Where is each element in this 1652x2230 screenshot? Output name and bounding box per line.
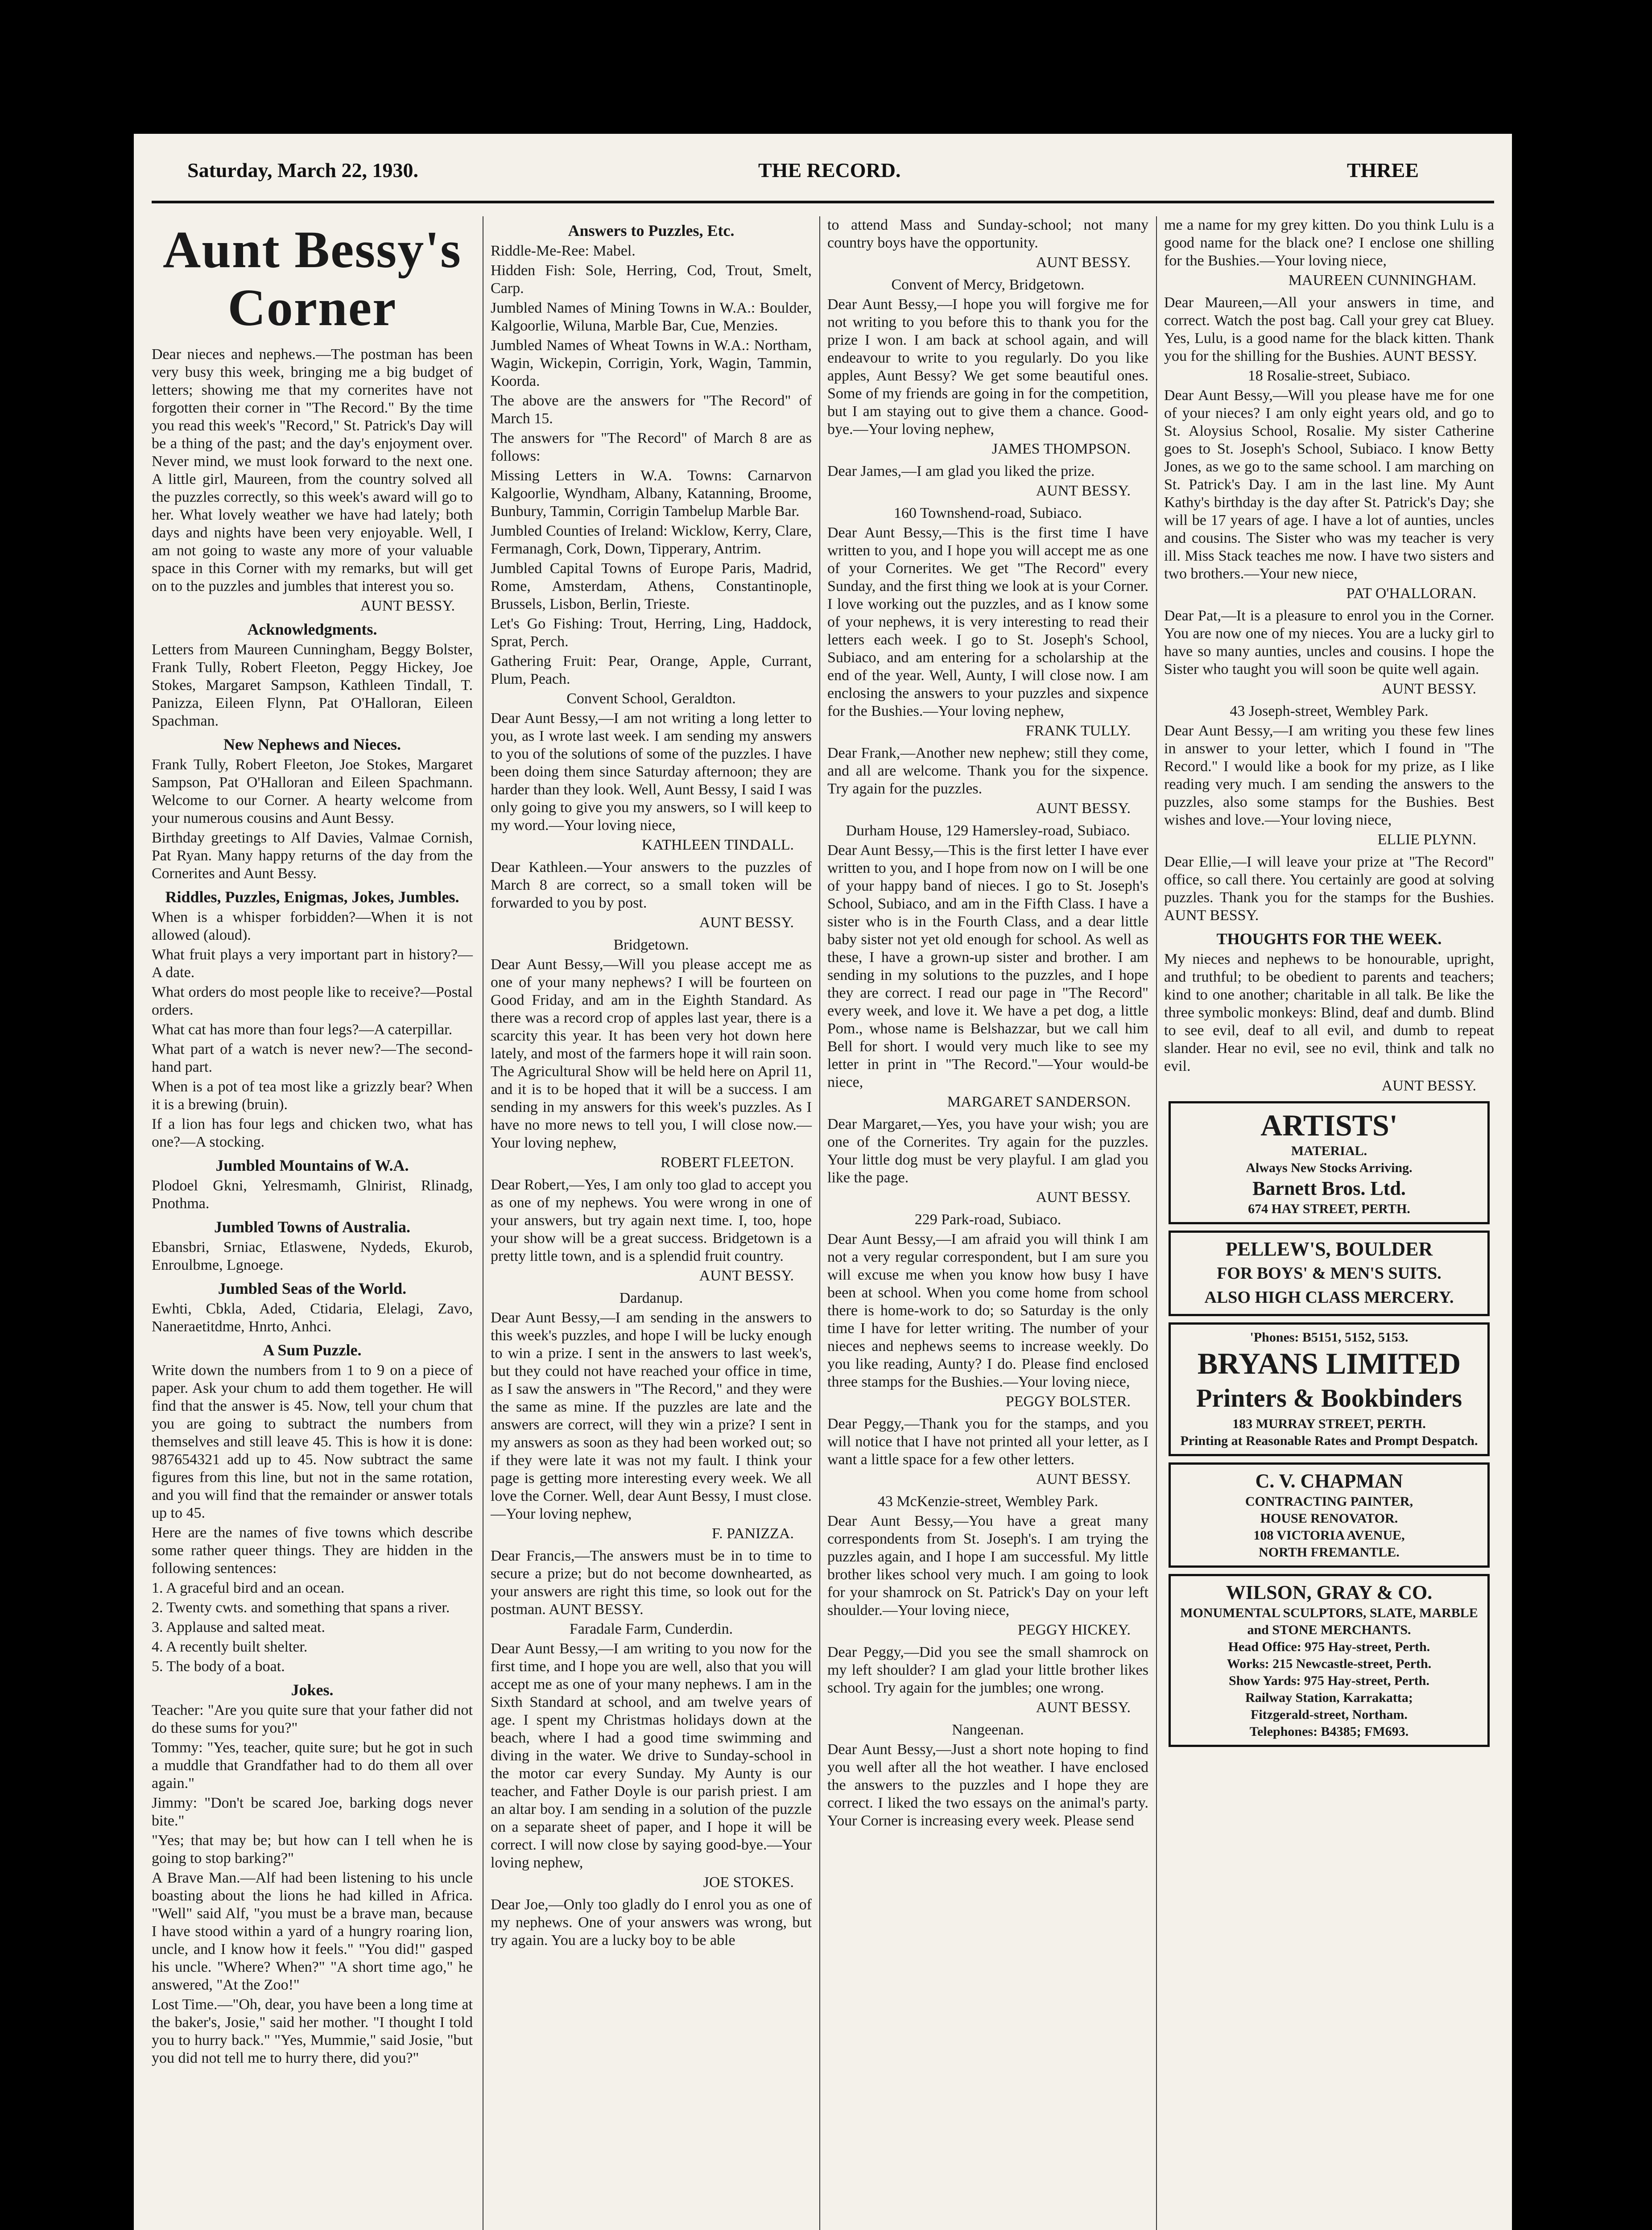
signature: ELLIE PLYNN. [1377, 831, 1476, 848]
ad-subtitle: Printers & Bookbinders [1196, 1383, 1462, 1412]
paragraph: Dear nieces and nephews.—The postman has been very busy this week, bringing me a big budget of letters; showing me that my cornerites have not forgotten their corner in "The Record." By the time you read this week's "Record," St. Patrick's Day will be a thing of the past; and the day's enjoyment over. Never mind, we must look forward to the next one. A little girl, Maureen, from the country solved all the puzzles correctly, so this week's award will go to her. What lovely weather we have had lately; both days and nights have been very enjoyable. Well, I am not going to waste any more of your valuable space in this Corner with my remarks, but will get on to the puzzles and jumbles that interest you so. [152, 346, 473, 595]
paragraph: Dear Joe,—Only too gladly do I enrol you as one of my nephews. One of your answers was wrong, but try again. You are a lucky boy to be able [491, 1896, 812, 1949]
letter-address: 229 Park-road, Subiaco. [914, 1211, 1061, 1228]
paragraph: Plodoel Gkni, Yelresmamh, Glnirist, Rlinadg, Pnothma. [152, 1177, 473, 1212]
paragraph: Letters from Maureen Cunningham, Beggy Bolster, Frank Tully, Robert Fleeton, Peggy Hickey, Joe Stokes, Margaret Sampson, Kathleen Tindall, T. Panizza, Eileen Flynn, Pat O'Halloran, Eileen Spachman. [152, 641, 473, 729]
ad-line: HOUSE RENOVATOR. [1260, 1511, 1398, 1526]
ad-line: 183 MURRAY STREET, PERTH. [1232, 1416, 1426, 1431]
ad-title: WILSON, GRAY & CO. [1226, 1582, 1433, 1603]
paragraph: Frank Tully, Robert Fleeton, Joe Stokes, Margaret Sampson, Pat O'Halloran and Eileen Spachmann. Welcome to our Corner. A hearty welcome from your numerous cousins and Aunt Bessy. [152, 756, 473, 826]
ad-line: Railway Station, Karrakatta; [1245, 1690, 1413, 1705]
section-heading: Jumbled Towns of Australia. [214, 1218, 411, 1236]
paragraph: Jumbled Counties of Ireland: Wicklow, Kerry, Clare, Fermanagh, Cork, Down, Tipperary, Antrim. [491, 523, 812, 557]
signature: AUNT BESSY. [1036, 483, 1131, 499]
paragraph: Dear Aunt Bessy,—I am writing to you now for the first time, and I hope you are well, also that you will accept me as one of your many nephews. I am in the Sixth Standard at school, and am twelve years of age. I spent my Christmas holidays down at the beach, where I had a good time swimming and diving in the water. We drive to Sunday-school in the motor car every Sunday. My Aunty is our teacher, and Father Doyle is our parish priest. I am an altar boy. I am sending in a solution of the puzzle on a separate sheet of paper, and I hope it will be correct. I will now close by saying good-bye.—Your loving nephew, [491, 1640, 812, 1871]
ad-line: Printing at Reasonable Rates and Prompt Despatch. [1180, 1433, 1478, 1448]
ad-line: Show Yards: 975 Hay-street, Perth. [1229, 1673, 1429, 1688]
paragraph: Tommy: "Yes, teacher, quite sure; but he got in such a muddle that Grandfather had to do them all over again." [152, 1739, 473, 1792]
paragraph: Dear Francis,—The answers must be in to time to secure a prize; but do not become downhearted, as your answers are right this time, so look out for the postman. AUNT BESSY. [491, 1548, 812, 1618]
ad-line: Telephones: B4385; FM693. [1249, 1724, 1409, 1739]
paragraph: Dear Aunt Bessy,—This is the first time I have written to you, and I hope you will accept me as one of your Cornerites. We get "The Record" every Sunday, and the first thing we look at is your Corner. I love working out the puzzles, and as I know some of your nephews, it is very interesting to read their letters each week. I go to St. Joseph's School, Subiaco, and am entering for a scholarship at the end of the year. Well, Aunty, I will close now. I am enclosing the answers to your puzzles and sixpence for the Bushies.—Your loving nephew, [827, 524, 1148, 719]
paragraph: The answers for "The Record" of March 8 are as follows: [491, 430, 812, 464]
newspaper-page [134, 134, 1512, 2230]
section-heading: Jumbled Mountains of W.A. [215, 1156, 409, 1174]
letter-address: Faradale Farm, Cunderdin. [569, 1621, 733, 1637]
signature: AUNT BESSY. [699, 1268, 794, 1284]
paragraph: Let's Go Fishing: Trout, Herring, Ling, Haddock, Sprat, Perch. [491, 615, 812, 650]
paragraph: Write down the numbers from 1 to 9 on a piece of paper. Ask your chum to add them together. He will find that the answer is 45. Now, tell your chum that you are going to subtract the numbers from themselves and still leave 45. This is how it is done: 987654321 add up to 45. Now subtract the same figures from this line, but not in the same rotation, and you will find that the remainder or answer totals up to 45. [152, 1362, 473, 1521]
ad-line: 108 VICTORIA AVENUE, [1253, 1528, 1405, 1543]
paragraph: Dear Aunt Bessy,—I hope you will forgive me for not writing to you before this to thank you for the prize I won. I am back at school again, and will endeavour to write to you regularly. Do you like apples, Aunt Bessy? We get some beautiful ones. Some of my friends are going in for the competition, but I am staying out to give them a chance. Good-bye.—Your loving nephew, [827, 296, 1148, 438]
paragraph: Teacher: "Are you quite sure that your father did not do these sums for you?" [152, 1702, 473, 1736]
column-1 [152, 216, 473, 2069]
paragraph: Dear Aunt Bessy,—This is the first letter I have ever written to you, and I hope from now on I will be one of your happy band of nieces. I go to St. Joseph's School, Subiaco, and am in the Fifth Class. I have a sister who is in the Fourth Class, and a dear little baby sister not yet old enough for school. As well as these, I have a grown-up sister and brother. I am sending in my solutions to the puzzles, and I hope they are correct. I read our page in "The Record" every week, and love it. We have a pet dog, a little Pom., whose name is Belshazzar, but we call him Bell for short. I would very much like to see my letter in print in "The Record."—Your would-be niece, [827, 842, 1148, 1090]
paragraph: A Brave Man.—Alf had been listening to his uncle boasting about the lions he had killed in Africa. "Well" said Alf, "you must be a brave man, because I have stood within a yard of a hungry roaring lion, uncle, and I know how it feels." "You did!" gasped his uncle. "Where? When?" "A short time ago," he answered, "At the Zoo!" [152, 1870, 473, 1993]
ad-line: Works: 215 Newcastle-street, Perth. [1227, 1656, 1432, 1671]
paragraph: Dear Aunt Bessy,—I am not writing a long letter to you, as I wrote last week. I am sending my answers to you of the solutions of some of the puzzles. I have been doing them since Saturday afternoon; they are harder than they look. Well, Aunt Bessy, I said I was only going to give you my answers, so I will keep to my word.—Your loving niece, [491, 710, 812, 834]
column-3-body [827, 216, 1148, 1830]
paragraph: When is a pot of tea most like a grizzly bear? When it is a brewing (bruin). [152, 1078, 473, 1113]
paragraph: Birthday greetings to Alf Davies, Valmae Cornish, Pat Ryan. Many happy returns of the day from the Cornerites and Aunt Bessy. [152, 830, 473, 882]
letter-address: 18 Rosalie-street, Subiaco. [1247, 368, 1411, 384]
signature: AUNT BESSY. [1036, 1471, 1131, 1487]
paragraph: Dear Peggy,—Thank you for the stamps, and you will notice that I have not printed all your letter, as I want a little space for a few other letters. [827, 1416, 1148, 1468]
paragraph: Dear Maureen,—All your answers in time, and correct. Watch the post bag. Call your grey cat Bluey. Yes, Lulu, is a good name for the black kitten. Thank you for the shilling for the Bushies. AUNT BESSY. [1164, 294, 1494, 364]
section-heading: Riddles, Puzzles, Enigmas, Jokes, Jumbles. [165, 888, 459, 906]
ad-line: Always New Stocks Arriving. [1246, 1160, 1412, 1175]
ad-chapman [1169, 1462, 1490, 1568]
paragraph: 5. The body of a boat. [152, 1658, 285, 1675]
paragraph: 1. A graceful bird and an ocean. [152, 1580, 345, 1596]
paragraph: Dear Aunt Bessy,—Will you please have me for one of your nieces? I am only eight years old, and go to St. Aloysius School, Rosalie. My sister Catherine goes to St. Joseph's School, Subiaco. I know Betty Jones, as we go to the same school. I am marching on St. Patrick's Day. I am in the last line. My Aunt Kathy's birthday is the day after St. Patrick's Day; she will be 17 years of age. I have a lot of aunties, uncles and cousins. The Sister who was my teacher is very ill. Miss Stack teaches me now. I have two sisters and two brothers.—Your new niece, [1164, 387, 1494, 582]
paragraph: Dear Ellie,—I will leave your prize at "The Record" office, so call there. You certainly are good at solving puzzles. Thank you for the stamps for the Bushies. AUNT BESSY. [1164, 854, 1494, 924]
section-heading: New Nephews and Nieces. [223, 735, 401, 753]
paragraph: Riddle-Me-Ree: Mabel. [491, 243, 636, 259]
paragraph: What orders do most people like to receive?—Postal orders. [152, 984, 473, 1018]
ad-line: ALSO HIGH CLASS MERCERY. [1204, 1288, 1454, 1307]
ad-artists [1169, 1101, 1490, 1224]
signature: PAT O'HALLORAN. [1346, 585, 1476, 602]
paragraph: Ebansbri, Srniac, Etlaswene, Nydeds, Ekurob, Enroulbme, Lgnoege. [152, 1239, 473, 1273]
paragraph: Dear Kathleen.—Your answers to the puzzles of March 8 are correct, so a small token will be forwarded to you by post. [491, 859, 812, 911]
paragraph: to attend Mass and Sunday-school; not many country boys have the opportunity. [827, 217, 1148, 251]
section-heading: THOUGHTS FOR THE WEEK. [1216, 930, 1442, 948]
signature: PEGGY HICKEY. [1017, 1622, 1131, 1638]
ad-line: FOR BOYS' & MEN'S SUITS. [1217, 1264, 1441, 1283]
ad-line: 'Phones: B5151, 5152, 5153. [1250, 1330, 1408, 1345]
letter-address: Nangeenan. [952, 1722, 1024, 1738]
signature: AUNT BESSY. [1036, 1699, 1131, 1716]
ad-line: CONTRACTING PAINTER, [1245, 1494, 1413, 1509]
ad-title: BRYANS LIMITED [1197, 1346, 1461, 1380]
paragraph: Dear Aunt Bessy,—I am sending in the answers to this week's puzzles, and hope I will be lucky enough to win a prize. I sent in the answers to last week's, but they could not have reached your office in time, as I saw the answers in "The Record," and they were the same as mine. If the puzzles are late and the answers are correct, will they win a prize? I sent in my answers as soon as they had been worked out; so if they were late it was not my fault. I think your page is getting more interesting every week. We all love the Corner. Well, dear Aunt Bessy, I must close.—Your loving nephew, [491, 1309, 812, 1522]
paragraph: Here are the names of five towns which describe some rather queer things. They are hidden in the following sentences: [152, 1524, 473, 1577]
paragraph: Dear Robert,—Yes, I am only too glad to accept you as one of my nephews. You were wrong in one of your answers, but try again next time. I, too, hope your show will be a great success. Bridgetown is a pretty little town, and is a splendid fruit country. [491, 1177, 812, 1264]
ad-line: MATERIAL. [1291, 1144, 1367, 1158]
letter-address: 43 Joseph-street, Wembley Park. [1230, 703, 1429, 719]
letter-address: Durham House, 129 Hamersley-road, Subiaco. [846, 822, 1130, 839]
signature: MAUREEN CUNNINGHAM. [1288, 272, 1476, 289]
signature: AUNT BESSY. [1381, 1078, 1476, 1094]
signature: JAMES THOMPSON. [991, 441, 1131, 457]
signature: AUNT BESSY. [1381, 681, 1476, 697]
column-rule [1156, 216, 1157, 2230]
signature: JOE STOKES. [703, 1874, 794, 1891]
section-heading: A Sum Puzzle. [263, 1341, 362, 1359]
column-4-body [1164, 216, 1494, 1095]
letter-address: Bridgetown. [613, 937, 689, 953]
signature: AUNT BESSY. [699, 914, 794, 931]
signature: FRANK TULLY. [1025, 723, 1131, 739]
paragraph: 3. Applause and salted meat. [152, 1619, 326, 1635]
signature: AUNT BESSY. [360, 598, 455, 614]
ad-line: Barnett Bros. Ltd. [1252, 1177, 1406, 1199]
paragraph: What fruit plays a very important part in history?—A date. [152, 946, 473, 981]
paragraph: "Yes; that may be; but how can I tell when he is going to stop barking?" [152, 1832, 473, 1867]
signature: F. PANIZZA. [712, 1525, 794, 1542]
section-heading: Jokes. [291, 1681, 334, 1699]
paragraph: Dear Pat,—It is a pleasure to enrol you in the Corner. You are now one of my nieces. You are a lucky girl to have so many aunties, uncles and cousins. I hope the Sister who taught you will soon be quite well again. [1164, 607, 1494, 677]
paragraph: When is a whisper forbidden?—When it is not allowed (aloud). [152, 909, 473, 943]
ad-wilson-gray [1169, 1574, 1490, 1747]
column-3 [827, 216, 1148, 1832]
paragraph: What cat has more than four legs?—A caterpillar. [152, 1021, 453, 1038]
ad-bryans [1169, 1322, 1490, 1456]
ad-line: MONUMENTAL SCULPTORS, SLATE, MARBLE and STONE MERCHANTS. [1180, 1606, 1478, 1637]
paragraph: 2. Twenty cwts. and something that spans a river. [152, 1599, 450, 1616]
section-heading: Jumbled Seas of the World. [218, 1280, 407, 1297]
header-rule [152, 201, 1494, 203]
paragraph: The above are the answers for "The Record" of March 15. [491, 392, 812, 427]
column-2-body [491, 222, 812, 1949]
ad-title: C. V. CHAPMAN [1255, 1470, 1403, 1492]
paragraph: Ewhti, Cbkla, Aded, Ctidaria, Elelagi, Zavo, Naneraetitdme, Hnrto, Anhci. [152, 1301, 473, 1335]
paragraph: Hidden Fish: Sole, Herring, Cod, Trout, Smelt, Carp. [491, 262, 812, 297]
column-4 [1164, 216, 1494, 1753]
signature: AUNT BESSY. [1036, 254, 1131, 271]
paragraph: Dear Frank,—Another new nephew; still they come, and all are welcome. Thank you for the sixpence. Try again for the puzzles. [827, 745, 1148, 797]
paragraph: If a lion has four legs and chicken two, what has one?—A stocking. [152, 1116, 473, 1150]
paragraph: Dear Margaret,—Yes, you have your wish; you are one of the Cornerites. Try again for the puzzles. Your little dog must be very playful. I am glad you like the page. [827, 1116, 1148, 1186]
ad-pellew [1169, 1231, 1490, 1316]
paragraph: Jumbled Capital Towns of Europe Paris, Madrid, Rome, Amsterdam, Athens, Constantinople, Brussels, Lisbon, Berlin, Trieste. [491, 560, 812, 612]
paragraph: Jumbled Names of Mining Towns in W.A.: Boulder, Kalgoorlie, Wiluna, Marble Bar, Cue, Menzies. [491, 300, 812, 334]
paragraph: Lost Time.—"Oh, dear, you have been a long time at the baker's, Josie," said her mother. "I thought I told you to hurry back." "Yes, Mummie," said Josie, "but you did not tell me to hurry there, did you?" [152, 1996, 473, 2066]
paragraph: Jimmy: "Don't be scared Joe, barking dogs never bite." [152, 1795, 473, 1829]
ad-title: PELLEW'S, BOULDER [1225, 1238, 1433, 1260]
paragraph: Dear Peggy,—Did you see the small shamrock on my left shoulder? I am glad your little brother likes school. Try again for the jumbles; one wrong. [827, 1644, 1148, 1696]
paragraph: Jumbled Names of Wheat Towns in W.A.: Northam, Wagin, Wickepin, Corrigin, York, Wagin, Tammin, Koorda. [491, 337, 812, 389]
issue-date: Saturday, March 22, 1930. [187, 159, 418, 182]
column-2 [491, 216, 812, 1951]
ad-line: NORTH FREMANTLE. [1259, 1545, 1400, 1560]
letter-address: Dardanup. [619, 1290, 683, 1306]
letter-address: Convent School, Geraldton. [566, 690, 736, 707]
column-rule [819, 216, 820, 2230]
paragraph: Dear Aunt Bessy,—Will you please accept me as one of your many nephews? I will be fourteen on Good Friday, and am in the Eighth Standard. As there was a record crop of apples last year, there is a scarcity this year. It has been very hot down here lately, and most of the farmers hope it will rain soon. The Agricultural Show will be held here on April 11, and it is to be hoped that it will be a success. I am sending in my answers for this week's puzzles. As I have no more news to tell you, I will close now.—Your loving nephew, [491, 956, 812, 1151]
signature: AUNT BESSY. [1036, 1189, 1131, 1206]
paragraph: Dear Aunt Bessy,—Just a short note hoping to find you well after all the hot weather. I have enclosed the answers to the puzzles and I hope they are correct. I liked the two essays on the animal's party. Your Corner is increasing every week. Please send [827, 1741, 1148, 1829]
page-title: Aunt Bessy's Corner [163, 220, 462, 337]
paragraph: My nieces and nephews to be honourable, upright, and truthful; to be obedient to parents and teachers; kind to one another; charitable in all talk. Be like the three symbolic monkeys: Blind, deaf and dumb. Blind to see evil, deaf to all evil, and dumb to repeat slander. Hear no evil, see no evil, think and talk no evil. [1164, 951, 1494, 1074]
ad-line: 674 HAY STREET, PERTH. [1248, 1202, 1410, 1216]
paragraph: Dear James,—I am glad you liked the prize. [827, 463, 1095, 479]
signature: AUNT BESSY. [1036, 800, 1131, 817]
letter-address: 160 Townshend-road, Subiaco. [894, 505, 1082, 521]
paragraph: Gathering Fruit: Pear, Orange, Apple, Currant, Plum, Peach. [491, 653, 812, 687]
ad-line: Fitzgerald-street, Northam. [1251, 1707, 1408, 1722]
paragraph: What part of a watch is never new?—The second-hand part. [152, 1041, 473, 1075]
column-1-body [152, 346, 473, 2067]
paper-name: THE RECORD. [758, 159, 901, 182]
letter-address: Convent of Mercy, Bridgetown. [891, 277, 1085, 293]
paragraph: Dear Aunt Bessy,—I am writing you these few lines in answer to your letter, which I found in "The Record." I would like a book for my prize, as I like reading very much. I am sending the answers to the puzzles, also some stamps for the Bushies. Best wishes and love.—Your loving niece, [1164, 723, 1494, 828]
signature: PEGGY BOLSTER. [1005, 1393, 1131, 1410]
paragraph: Dear Aunt Bessy,—You have a great many correspondents from St. Joseph's. I am trying the puzzles again, and I hope I am successful. My little brother likes school very much. I am going to look for your shamrock on St. Patrick's Day on your left shoulder.—Your loving niece, [827, 1513, 1148, 1619]
ad-line: Head Office: 975 Hay-street, Perth. [1228, 1639, 1430, 1654]
letter-address: 43 McKenzie-street, Wembley Park. [877, 1493, 1099, 1510]
signature: ROBERT FLEETON. [661, 1154, 794, 1171]
section-heading: Answers to Puzzles, Etc. [568, 222, 735, 240]
section-heading: Acknowledgments. [247, 620, 377, 638]
ad-title: ARTISTS' [1260, 1108, 1398, 1142]
signature: KATHLEEN TINDALL. [641, 837, 794, 853]
paragraph: me a name for my grey kitten. Do you think Lulu is a good name for the black one? I enclose one shilling for the Bushies.—Your loving niece, [1164, 217, 1494, 269]
paragraph: Dear Aunt Bessy,—I am afraid you will think I am not a very regular correspondent, but I am sure you will excuse me when you know how busy I have been at school. When you come home from school there is home-work to do; so Saturday is the only time I have for letter writing. The number of your nieces and nephews seems to increase weekly. Do you like reading, Aunty? I do. Please find enclosed three stamps for the Bushies.—Your loving niece, [827, 1231, 1148, 1390]
signature: MARGARET SANDERSON. [947, 1094, 1131, 1110]
page-number: THREE [1347, 159, 1419, 182]
paragraph: 4. A recently built shelter. [152, 1639, 308, 1655]
paragraph: Missing Letters in W.A. Towns: Carnarvon Kalgoorlie, Wyndham, Albany, Katanning, Broome, Bunbury, Tammin, Corrigin Tambelup Marble Bar. [491, 467, 812, 520]
